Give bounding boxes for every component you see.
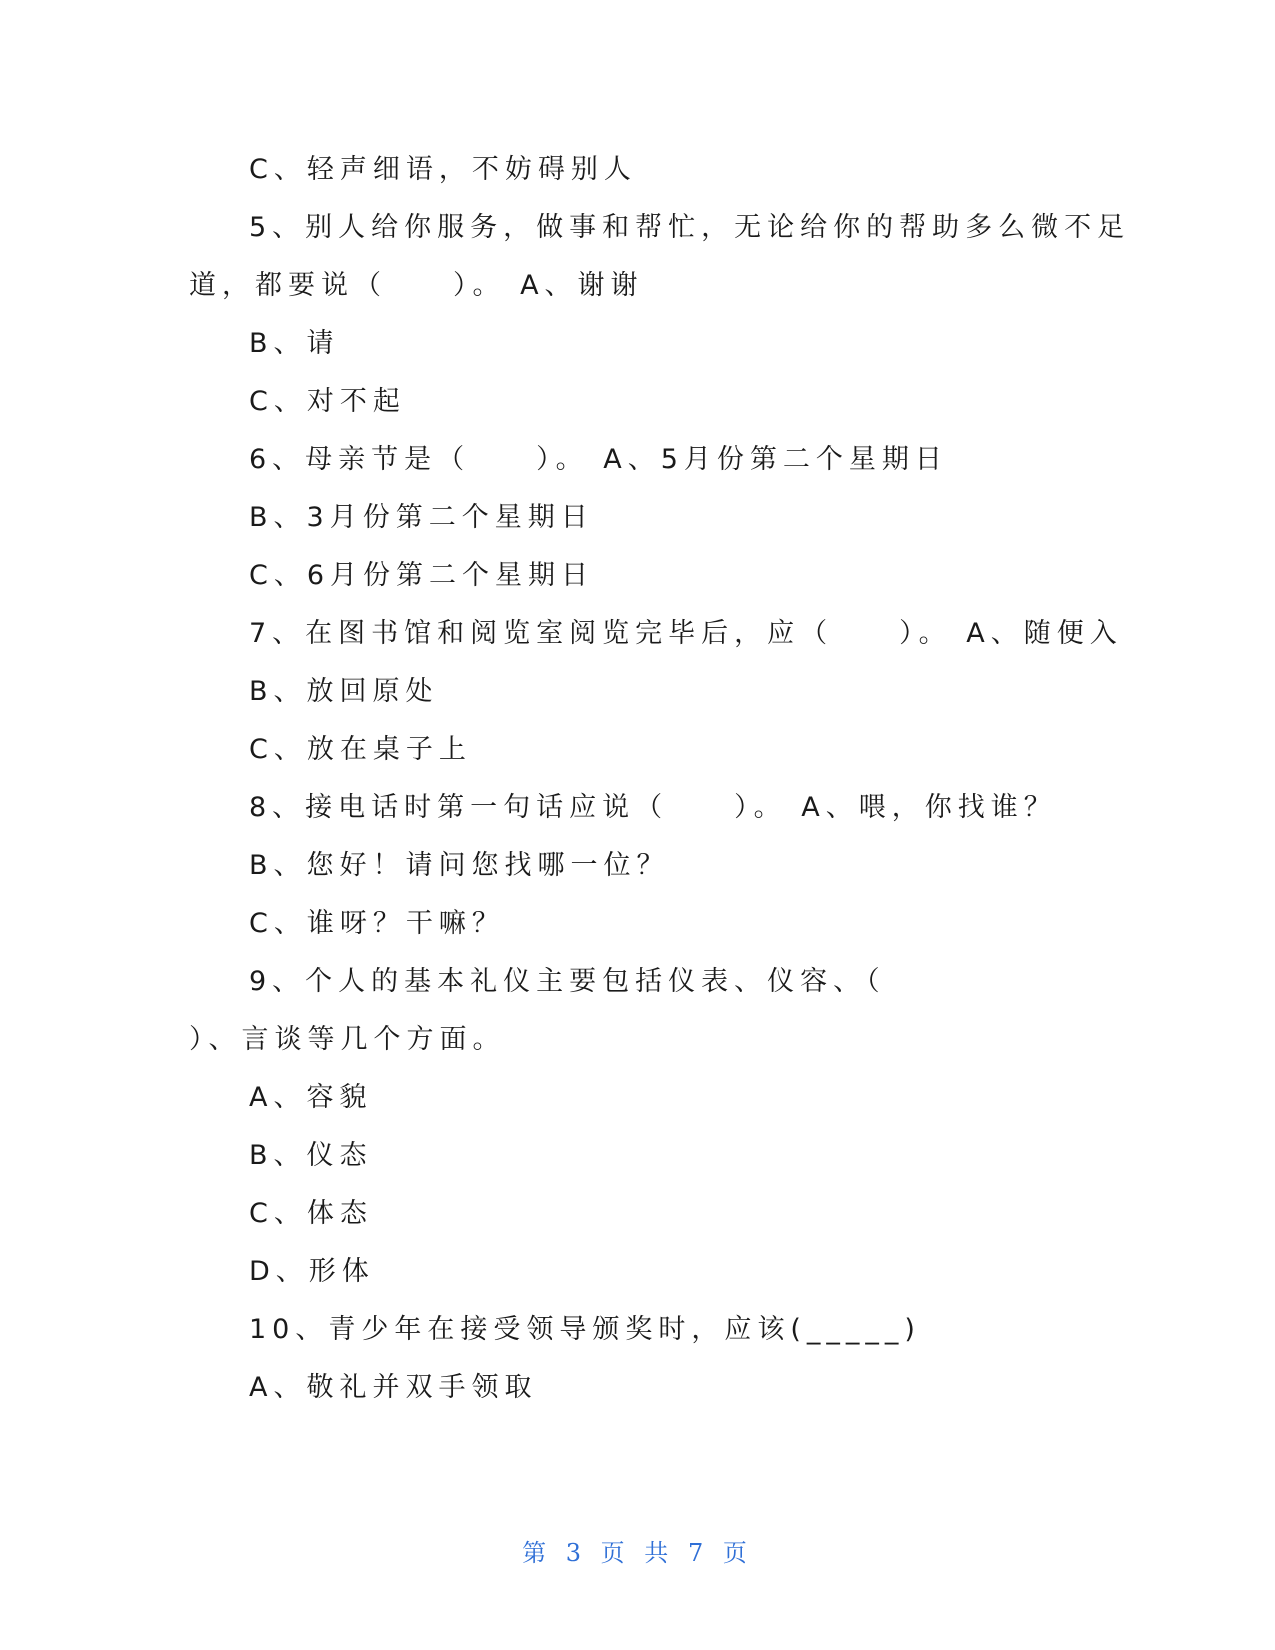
text-line: B、放回原处 — [249, 676, 439, 707]
text-line: 7、在图书馆和阅览室阅览完毕后，应（ ）。 A、随便入 — [249, 618, 1123, 649]
text-line: B、请 — [249, 328, 340, 359]
text-line: 9、个人的基本礼仪主要包括仪表、仪容、（ — [249, 966, 886, 997]
text-line: B、仪态 — [249, 1140, 373, 1171]
text-line: 6、母亲节是（ ）。 A、5月份第二个星期日 — [249, 444, 948, 475]
text-line: A、敬礼并双手领取 — [249, 1372, 538, 1403]
text-line: ）、言谈等几个方面。 — [189, 1024, 506, 1055]
text-line: 10、青少年在接受领导颁奖时，应该(_____) — [249, 1314, 921, 1345]
text-line: 5、别人给你服务，做事和帮忙，无论给你的帮助多么微不足 — [249, 212, 1131, 243]
text-line: A、容貌 — [249, 1082, 373, 1113]
text-line: B、3月份第二个星期日 — [249, 502, 594, 533]
page-footer: 第 3 页 共 7 页 — [522, 1539, 753, 1567]
text-line: 道，都要说（ ）。 A、谢谢 — [189, 270, 644, 301]
text-line: C、谁呀？干嘛？ — [249, 908, 505, 939]
text-line: D、形体 — [249, 1256, 375, 1287]
text-line: C、体态 — [249, 1198, 373, 1229]
text-line: C、放在桌子上 — [249, 734, 472, 765]
text-line: C、轻声细语，不妨碍别人 — [249, 154, 637, 185]
text-line: B、您好！请问您找哪一位？ — [249, 850, 670, 881]
text-line: C、6月份第二个星期日 — [249, 560, 595, 591]
text-line: C、对不起 — [249, 386, 406, 417]
text-line: 8、接电话时第一句话应说（ ）。 A、喂，你找谁？ — [249, 792, 1057, 823]
